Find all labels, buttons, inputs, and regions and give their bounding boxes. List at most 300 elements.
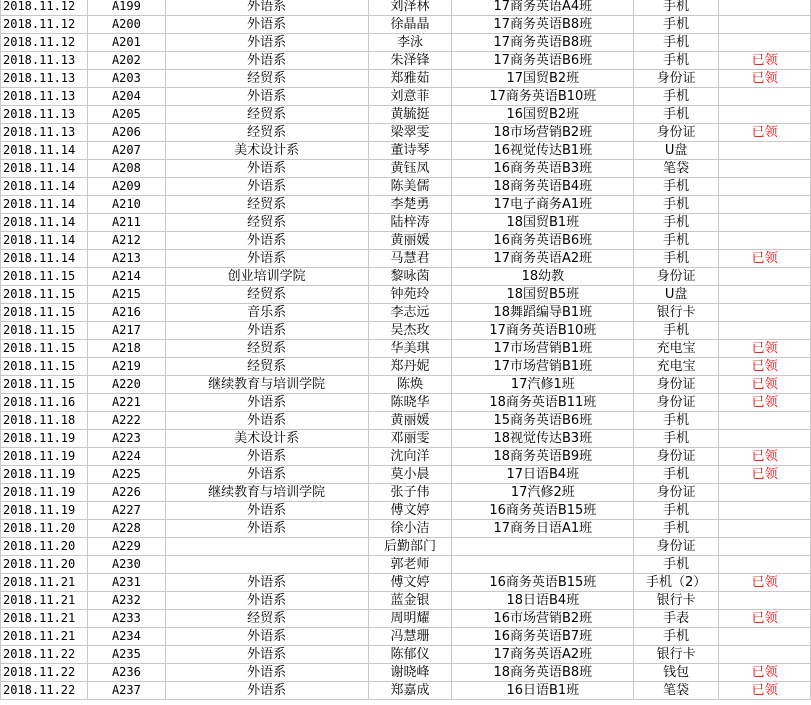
date-cell[interactable]: 2018.11.13 <box>1 124 88 142</box>
id-cell[interactable]: A237 <box>87 682 165 700</box>
name-cell[interactable]: 梁翠雯 <box>368 124 452 142</box>
class-cell[interactable] <box>452 538 634 556</box>
name-cell[interactable]: 郑丹妮 <box>368 358 452 376</box>
date-cell[interactable]: 2018.11.22 <box>1 664 88 682</box>
item-cell[interactable]: 手机 <box>634 322 719 340</box>
table-row <box>1 34 811 52</box>
name-cell[interactable]: 李楚勇 <box>368 196 452 214</box>
class-cell[interactable]: 17市场营销B1班 <box>452 358 634 376</box>
department-cell[interactable]: 经贸系 <box>165 610 368 628</box>
class-cell[interactable]: 18舞蹈编导B1班 <box>452 304 634 322</box>
date-cell[interactable]: 2018.11.21 <box>1 592 88 610</box>
item-cell[interactable]: 身份证 <box>634 484 719 502</box>
date-cell[interactable]: 2018.11.15 <box>1 340 88 358</box>
table-row <box>1 376 811 394</box>
class-cell[interactable]: 18市场营销B2班 <box>452 124 634 142</box>
id-cell[interactable]: A215 <box>87 286 165 304</box>
department-cell[interactable]: 经贸系 <box>165 340 368 358</box>
date-cell[interactable]: 2018.11.13 <box>1 52 88 70</box>
class-cell[interactable]: 17市场营销B1班 <box>452 340 634 358</box>
department-cell[interactable]: 经贸系 <box>165 286 368 304</box>
date-cell[interactable]: 2018.11.14 <box>1 196 88 214</box>
department-cell[interactable]: 外语系 <box>165 448 368 466</box>
id-cell[interactable]: A229 <box>87 538 165 556</box>
item-cell[interactable]: 手机 <box>634 16 719 34</box>
class-cell[interactable]: 17商务英语A2班 <box>452 250 634 268</box>
date-cell[interactable]: 2018.11.14 <box>1 214 88 232</box>
item-cell[interactable]: 身份证 <box>634 70 719 88</box>
class-cell[interactable]: 16商务英语B3班 <box>452 160 634 178</box>
date-cell[interactable]: 2018.11.13 <box>1 70 88 88</box>
class-cell[interactable]: 18幼教 <box>452 268 634 286</box>
department-cell[interactable]: 外语系 <box>165 520 368 538</box>
date-cell[interactable]: 2018.11.15 <box>1 322 88 340</box>
department-cell[interactable]: 经贸系 <box>165 358 368 376</box>
name-cell[interactable]: 冯慧珊 <box>368 628 452 646</box>
status-cell[interactable]: 已领 <box>719 682 811 700</box>
item-cell[interactable]: 身份证 <box>634 124 719 142</box>
status-cell[interactable] <box>719 484 811 502</box>
item-cell[interactable]: 手表 <box>634 610 719 628</box>
name-cell[interactable]: 徐晶晶 <box>368 16 452 34</box>
table-row <box>1 268 811 286</box>
class-cell[interactable]: 15商务英语B6班 <box>452 412 634 430</box>
class-cell[interactable]: 17国贸B2班 <box>452 70 634 88</box>
status-cell[interactable] <box>719 304 811 322</box>
name-cell[interactable]: 黄丽媛 <box>368 412 452 430</box>
class-cell[interactable]: 17商务英语A4班 <box>452 0 634 16</box>
item-cell[interactable]: 手机 <box>634 34 719 52</box>
id-cell[interactable]: A232 <box>87 592 165 610</box>
name-cell[interactable]: 郑嘉成 <box>368 682 452 700</box>
table-row <box>1 70 811 88</box>
department-cell[interactable]: 经贸系 <box>165 70 368 88</box>
date-cell[interactable]: 2018.11.13 <box>1 106 88 124</box>
item-cell[interactable]: 手机 <box>634 232 719 250</box>
name-cell[interactable]: 张子伟 <box>368 484 452 502</box>
class-cell[interactable]: 17电子商务A1班 <box>452 196 634 214</box>
id-cell[interactable]: A233 <box>87 610 165 628</box>
class-cell[interactable]: 18商务英语B8班 <box>452 664 634 682</box>
class-cell[interactable]: 16商务英语B15班 <box>452 502 634 520</box>
department-cell[interactable]: 经贸系 <box>165 106 368 124</box>
name-cell[interactable]: 周明耀 <box>368 610 452 628</box>
department-cell[interactable]: 外语系 <box>165 88 368 106</box>
date-cell[interactable]: 2018.11.15 <box>1 376 88 394</box>
id-cell[interactable]: A219 <box>87 358 165 376</box>
status-cell[interactable] <box>719 538 811 556</box>
item-cell[interactable]: 身份证 <box>634 376 719 394</box>
department-cell[interactable]: 外语系 <box>165 52 368 70</box>
status-cell[interactable] <box>719 106 811 124</box>
item-cell[interactable]: 身份证 <box>634 448 719 466</box>
name-cell[interactable]: 黄钰凤 <box>368 160 452 178</box>
class-cell[interactable]: 18国贸B1班 <box>452 214 634 232</box>
table-row <box>1 664 811 682</box>
table-row <box>1 106 811 124</box>
class-cell[interactable]: 16视觉传达B1班 <box>452 142 634 160</box>
table-row <box>1 16 811 34</box>
id-cell[interactable]: A234 <box>87 628 165 646</box>
name-cell[interactable]: 刘泽林 <box>368 0 452 16</box>
department-cell[interactable]: 美术设计系 <box>165 430 368 448</box>
department-cell[interactable]: 外语系 <box>165 664 368 682</box>
id-cell[interactable]: A228 <box>87 520 165 538</box>
date-cell[interactable]: 2018.11.19 <box>1 430 88 448</box>
status-cell[interactable]: 已领 <box>719 394 811 412</box>
name-cell[interactable]: 吴杰玫 <box>368 322 452 340</box>
name-cell[interactable]: 朱泽锋 <box>368 52 452 70</box>
status-cell[interactable] <box>719 556 811 574</box>
status-cell[interactable] <box>719 646 811 664</box>
name-cell[interactable]: 徐小洁 <box>368 520 452 538</box>
date-cell[interactable]: 2018.11.19 <box>1 466 88 484</box>
id-cell[interactable]: A224 <box>87 448 165 466</box>
item-cell[interactable]: 手机 <box>634 214 719 232</box>
item-cell[interactable]: U盘 <box>634 286 719 304</box>
department-cell[interactable]: 外语系 <box>165 160 368 178</box>
id-cell[interactable]: A222 <box>87 412 165 430</box>
id-cell[interactable]: A235 <box>87 646 165 664</box>
department-cell[interactable]: 外语系 <box>165 34 368 52</box>
name-cell[interactable]: 蓝金银 <box>368 592 452 610</box>
id-cell[interactable]: A200 <box>87 16 165 34</box>
date-cell[interactable]: 2018.11.20 <box>1 556 88 574</box>
class-cell[interactable]: 17商务英语A2班 <box>452 646 634 664</box>
item-cell[interactable]: 手机（2） <box>634 574 719 592</box>
item-cell[interactable]: 身份证 <box>634 268 719 286</box>
department-cell[interactable]: 外语系 <box>165 682 368 700</box>
name-cell[interactable]: 陈焕 <box>368 376 452 394</box>
status-cell[interactable] <box>719 88 811 106</box>
date-cell[interactable]: 2018.11.19 <box>1 484 88 502</box>
item-cell[interactable]: 笔袋 <box>634 160 719 178</box>
department-cell[interactable]: 外语系 <box>165 178 368 196</box>
date-cell[interactable]: 2018.11.15 <box>1 304 88 322</box>
status-cell[interactable] <box>719 0 811 16</box>
id-cell[interactable]: A236 <box>87 664 165 682</box>
item-cell[interactable]: 手机 <box>634 556 719 574</box>
table-row <box>1 394 811 412</box>
id-cell[interactable]: A220 <box>87 376 165 394</box>
department-cell[interactable] <box>165 556 368 574</box>
id-cell[interactable]: A214 <box>87 268 165 286</box>
class-cell[interactable]: 18视觉传达B3班 <box>452 430 634 448</box>
status-cell[interactable] <box>719 502 811 520</box>
item-cell[interactable]: 笔袋 <box>634 682 719 700</box>
date-cell[interactable]: 2018.11.12 <box>1 16 88 34</box>
date-cell[interactable]: 2018.11.21 <box>1 610 88 628</box>
date-cell[interactable]: 2018.11.14 <box>1 160 88 178</box>
item-cell[interactable]: 银行卡 <box>634 646 719 664</box>
id-cell[interactable]: A202 <box>87 52 165 70</box>
status-cell[interactable] <box>719 430 811 448</box>
date-cell[interactable]: 2018.11.16 <box>1 394 88 412</box>
item-cell[interactable]: 手机 <box>634 106 719 124</box>
table-row <box>1 358 811 376</box>
id-cell[interactable]: A212 <box>87 232 165 250</box>
department-cell[interactable]: 外语系 <box>165 574 368 592</box>
id-cell[interactable]: A227 <box>87 502 165 520</box>
table-row <box>1 538 811 556</box>
name-cell[interactable]: 陈晓华 <box>368 394 452 412</box>
item-cell[interactable]: 银行卡 <box>634 592 719 610</box>
department-cell[interactable]: 继续教育与培训学院 <box>165 376 368 394</box>
name-cell[interactable]: 陈美儒 <box>368 178 452 196</box>
status-cell[interactable] <box>719 322 811 340</box>
item-cell[interactable]: 手机 <box>634 178 719 196</box>
item-cell[interactable]: 手机 <box>634 502 719 520</box>
department-cell[interactable]: 外语系 <box>165 322 368 340</box>
status-cell[interactable] <box>719 214 811 232</box>
id-cell[interactable]: A225 <box>87 466 165 484</box>
department-cell[interactable]: 外语系 <box>165 502 368 520</box>
class-cell[interactable]: 16商务英语B15班 <box>452 574 634 592</box>
item-cell[interactable]: 手机 <box>634 0 719 16</box>
date-cell[interactable]: 2018.11.22 <box>1 682 88 700</box>
class-cell[interactable]: 16商务英语B6班 <box>452 232 634 250</box>
department-cell[interactable]: 外语系 <box>165 0 368 16</box>
status-cell[interactable]: 已领 <box>719 52 811 70</box>
id-cell[interactable]: A206 <box>87 124 165 142</box>
id-cell[interactable]: A205 <box>87 106 165 124</box>
class-cell[interactable]: 17汽修1班 <box>452 376 634 394</box>
name-cell[interactable]: 黄毓挺 <box>368 106 452 124</box>
name-cell[interactable]: 黄丽媛 <box>368 232 452 250</box>
id-cell[interactable]: A230 <box>87 556 165 574</box>
status-cell[interactable] <box>719 520 811 538</box>
department-cell[interactable] <box>165 538 368 556</box>
date-cell[interactable]: 2018.11.14 <box>1 250 88 268</box>
date-cell[interactable]: 2018.11.22 <box>1 646 88 664</box>
department-cell[interactable]: 外语系 <box>165 394 368 412</box>
status-cell[interactable]: 已领 <box>719 70 811 88</box>
item-cell[interactable]: 银行卡 <box>634 304 719 322</box>
status-cell[interactable]: 已领 <box>719 664 811 682</box>
table-row <box>1 178 811 196</box>
item-cell[interactable]: 手机 <box>634 430 719 448</box>
item-cell[interactable]: 手机 <box>634 250 719 268</box>
id-cell[interactable]: A216 <box>87 304 165 322</box>
status-cell[interactable]: 已领 <box>719 376 811 394</box>
id-cell[interactable]: A221 <box>87 394 165 412</box>
class-cell[interactable]: 18国贸B5班 <box>452 286 634 304</box>
department-cell[interactable]: 外语系 <box>165 592 368 610</box>
name-cell[interactable]: 邓丽雯 <box>368 430 452 448</box>
id-cell[interactable]: A231 <box>87 574 165 592</box>
department-cell[interactable]: 外语系 <box>165 232 368 250</box>
table-row <box>1 448 811 466</box>
id-cell[interactable]: A213 <box>87 250 165 268</box>
status-cell[interactable] <box>719 628 811 646</box>
table-row <box>1 160 811 178</box>
name-cell[interactable]: 傅文婷 <box>368 502 452 520</box>
name-cell[interactable]: 陈郁仪 <box>368 646 452 664</box>
department-cell[interactable]: 外语系 <box>165 250 368 268</box>
id-cell[interactable]: A211 <box>87 214 165 232</box>
name-cell[interactable]: 傅文婷 <box>368 574 452 592</box>
table-row <box>1 52 811 70</box>
name-cell[interactable]: 莫小晨 <box>368 466 452 484</box>
item-cell[interactable]: 手机 <box>634 196 719 214</box>
class-cell[interactable]: 18商务英语B4班 <box>452 178 634 196</box>
id-cell[interactable]: A218 <box>87 340 165 358</box>
date-cell[interactable]: 2018.11.14 <box>1 232 88 250</box>
status-cell[interactable] <box>719 412 811 430</box>
class-cell[interactable]: 16国贸B2班 <box>452 106 634 124</box>
item-cell[interactable]: 手机 <box>634 466 719 484</box>
name-cell[interactable]: 钟苑玲 <box>368 286 452 304</box>
class-cell[interactable]: 16商务英语B7班 <box>452 628 634 646</box>
department-cell[interactable]: 外语系 <box>165 466 368 484</box>
department-cell[interactable]: 继续教育与培训学院 <box>165 484 368 502</box>
name-cell[interactable]: 郭老师 <box>368 556 452 574</box>
department-cell[interactable]: 经贸系 <box>165 124 368 142</box>
table-row <box>1 196 811 214</box>
class-cell[interactable]: 17商务英语B10班 <box>452 88 634 106</box>
department-cell[interactable]: 美术设计系 <box>165 142 368 160</box>
class-cell[interactable]: 18日语B4班 <box>452 592 634 610</box>
table-row <box>1 682 811 700</box>
item-cell[interactable]: 充电宝 <box>634 340 719 358</box>
status-cell[interactable]: 已领 <box>719 358 811 376</box>
item-cell[interactable]: 手机 <box>634 412 719 430</box>
department-cell[interactable]: 经贸系 <box>165 214 368 232</box>
status-cell[interactable]: 已领 <box>719 466 811 484</box>
id-cell[interactable]: A207 <box>87 142 165 160</box>
date-cell[interactable]: 2018.11.19 <box>1 448 88 466</box>
date-cell[interactable]: 2018.11.12 <box>1 0 88 16</box>
table-row <box>1 556 811 574</box>
id-cell[interactable]: A208 <box>87 160 165 178</box>
name-cell[interactable]: 郑雅茹 <box>368 70 452 88</box>
class-cell[interactable] <box>452 556 634 574</box>
class-cell[interactable]: 17日语B4班 <box>452 466 634 484</box>
department-cell[interactable]: 外语系 <box>165 646 368 664</box>
name-cell[interactable]: 黎咏茵 <box>368 268 452 286</box>
table-row <box>1 340 811 358</box>
table-body <box>1 0 811 700</box>
table-row <box>1 646 811 664</box>
date-cell[interactable]: 2018.11.12 <box>1 34 88 52</box>
table-row <box>1 142 811 160</box>
name-cell[interactable]: 李泳 <box>368 34 452 52</box>
name-cell[interactable]: 董诗琴 <box>368 142 452 160</box>
name-cell[interactable]: 陆梓涛 <box>368 214 452 232</box>
department-cell[interactable]: 经贸系 <box>165 196 368 214</box>
id-cell[interactable]: A199 <box>87 0 165 16</box>
class-cell[interactable]: 17商务英语B10班 <box>452 322 634 340</box>
table-row <box>1 232 811 250</box>
status-cell[interactable]: 已领 <box>719 250 811 268</box>
id-cell[interactable]: A209 <box>87 178 165 196</box>
table-row <box>1 88 811 106</box>
class-cell[interactable]: 17汽修2班 <box>452 484 634 502</box>
table-row <box>1 574 811 592</box>
date-cell[interactable]: 2018.11.14 <box>1 178 88 196</box>
item-cell[interactable]: 身份证 <box>634 394 719 412</box>
date-cell[interactable]: 2018.11.19 <box>1 502 88 520</box>
item-cell[interactable]: U盘 <box>634 142 719 160</box>
class-cell[interactable]: 17商务英语B8班 <box>452 34 634 52</box>
date-cell[interactable]: 2018.11.15 <box>1 358 88 376</box>
name-cell[interactable]: 沈向洋 <box>368 448 452 466</box>
id-cell[interactable]: A223 <box>87 430 165 448</box>
status-cell[interactable]: 已领 <box>719 574 811 592</box>
item-cell[interactable]: 手机 <box>634 52 719 70</box>
item-cell[interactable]: 手机 <box>634 520 719 538</box>
status-cell[interactable] <box>719 268 811 286</box>
date-cell[interactable]: 2018.11.15 <box>1 286 88 304</box>
table-row <box>1 520 811 538</box>
class-cell[interactable]: 17商务英语B6班 <box>452 52 634 70</box>
status-cell[interactable] <box>719 286 811 304</box>
department-cell[interactable]: 创业培训学院 <box>165 268 368 286</box>
department-cell[interactable]: 外语系 <box>165 16 368 34</box>
status-cell[interactable] <box>719 592 811 610</box>
item-cell[interactable]: 钱包 <box>634 664 719 682</box>
class-cell[interactable]: 17商务日语A1班 <box>452 520 634 538</box>
status-cell[interactable] <box>719 16 811 34</box>
id-cell[interactable]: A204 <box>87 88 165 106</box>
date-cell[interactable]: 2018.11.18 <box>1 412 88 430</box>
date-cell[interactable]: 2018.11.21 <box>1 628 88 646</box>
status-cell[interactable] <box>719 196 811 214</box>
name-cell[interactable]: 李志远 <box>368 304 452 322</box>
table-row <box>1 286 811 304</box>
status-cell[interactable]: 已领 <box>719 340 811 358</box>
id-cell[interactable]: A210 <box>87 196 165 214</box>
date-cell[interactable]: 2018.11.14 <box>1 142 88 160</box>
item-cell[interactable]: 充电宝 <box>634 358 719 376</box>
name-cell[interactable]: 刘意菲 <box>368 88 452 106</box>
date-cell[interactable]: 2018.11.20 <box>1 538 88 556</box>
status-cell[interactable] <box>719 160 811 178</box>
status-cell[interactable] <box>719 232 811 250</box>
date-cell[interactable]: 2018.11.15 <box>1 268 88 286</box>
id-cell[interactable]: A217 <box>87 322 165 340</box>
status-cell[interactable]: 已领 <box>719 610 811 628</box>
class-cell[interactable]: 18商务英语B11班 <box>452 394 634 412</box>
item-cell[interactable]: 手机 <box>634 88 719 106</box>
status-cell[interactable] <box>719 178 811 196</box>
status-cell[interactable] <box>719 142 811 160</box>
name-cell[interactable]: 华美琪 <box>368 340 452 358</box>
id-cell[interactable]: A201 <box>87 34 165 52</box>
department-cell[interactable]: 音乐系 <box>165 304 368 322</box>
name-cell[interactable]: 谢晓峰 <box>368 664 452 682</box>
date-cell[interactable]: 2018.11.20 <box>1 520 88 538</box>
department-cell[interactable]: 外语系 <box>165 412 368 430</box>
status-cell[interactable] <box>719 34 811 52</box>
class-cell[interactable]: 16日语B1班 <box>452 682 634 700</box>
class-cell[interactable]: 17商务英语B8班 <box>452 16 634 34</box>
status-cell[interactable]: 已领 <box>719 448 811 466</box>
id-cell[interactable]: A203 <box>87 70 165 88</box>
status-cell[interactable]: 已领 <box>719 124 811 142</box>
name-cell[interactable]: 后勤部门 <box>368 538 452 556</box>
class-cell[interactable]: 16市场营销B2班 <box>452 610 634 628</box>
date-cell[interactable]: 2018.11.13 <box>1 88 88 106</box>
item-cell[interactable]: 身份证 <box>634 538 719 556</box>
item-cell[interactable]: 手机 <box>634 628 719 646</box>
table-row <box>1 610 811 628</box>
department-cell[interactable]: 外语系 <box>165 628 368 646</box>
date-cell[interactable]: 2018.11.21 <box>1 574 88 592</box>
class-cell[interactable]: 18商务英语B9班 <box>452 448 634 466</box>
id-cell[interactable]: A226 <box>87 484 165 502</box>
name-cell[interactable]: 马慧君 <box>368 250 452 268</box>
